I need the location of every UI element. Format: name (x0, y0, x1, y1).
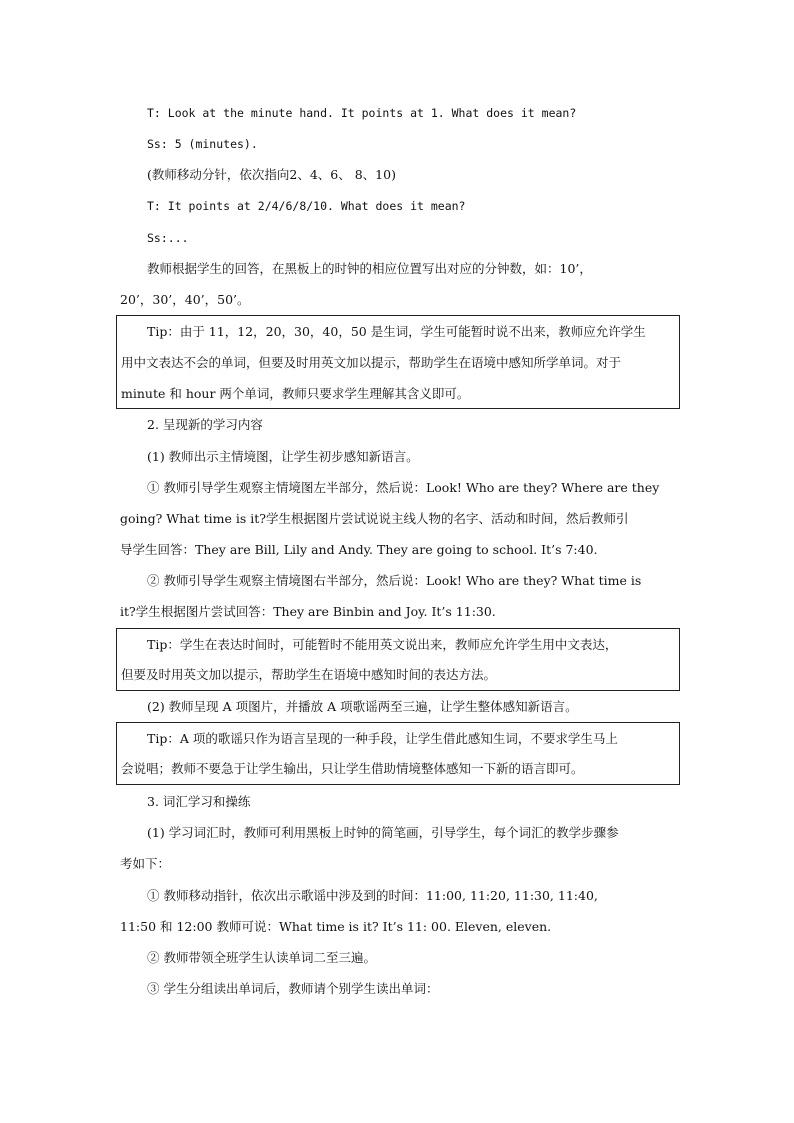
paragraph-line: going? What time is it?学生根据图片尝试说说主线人物的名字、活动和时间，然后教师引 (120, 511, 629, 526)
paragraph-line: ① 教师移动指针，依次出示歌谣中涉及到的时间：11:00, 11:20, 11:30, 11:40, (147, 888, 598, 903)
paragraph-line: ② 教师引导学生观察主情境图右半部分，然后说：Look! Who are they? What time is (147, 573, 642, 588)
paragraph-line: 11:50 和 12:00 教师可说：What time is it? It’s 11: 00. Eleven, eleven. (120, 919, 552, 934)
paragraph-line: it?学生根据图片尝试回答：They are Binbin and Joy. It’s 11:30. (120, 604, 496, 619)
dialogue-line: T: Look at the minute hand. It points at 1. What does it mean? (147, 106, 577, 120)
dialogue-line: Ss:... (147, 231, 189, 245)
paragraph-line: (1) 教师出示主情境图，让学生初步感知新语言。 (147, 449, 419, 464)
tip-line: Tip：A 项的歌谣只作为语言呈现的一种手段，让学生借此感知生词，不要求学生马上 (147, 731, 618, 746)
dialogue-line: Ss: 5 (minutes). (147, 137, 258, 151)
tip-box (116, 628, 680, 691)
paragraph-line: 考如下： (120, 856, 171, 871)
paragraph-line: (2) 教师呈现 A 项图片，并播放 A 项歌谣两至三遍，让学生整体感知新语言。 (147, 699, 578, 714)
paragraph-line: 导学生回答：They are Bill, Lily and Andy. They are going to school. It’s 7:40. (120, 542, 598, 557)
section-heading: 3. 词汇学习和操练 (147, 794, 251, 809)
dialogue-line: T: It points at 2/4/6/8/10. What does it mean? (147, 199, 466, 213)
tip-line: minute 和 hour 两个单词，教师只要求学生理解其含义即可。 (121, 386, 470, 401)
tip-line: 用中文表达不会的单词，但要及时用英文加以提示，帮助学生在语境中感知所学单词。对于 (121, 355, 622, 370)
instruction-line: (教师移动分针，依次指向2、4、6、 8、10) (147, 167, 396, 182)
paragraph-line: ① 教师引导学生观察主情境图左半部分，然后说：Look! Who are they? Where are they (147, 480, 660, 495)
paragraph-line: 20’，30’，40’，50’。 (120, 292, 250, 307)
tip-box (116, 722, 680, 785)
tip-line: Tip：由于 11，12，20，30，40，50 是生词，学生可能暂时说不出来，教师应允许学生 (147, 324, 646, 339)
paragraph-line: 教师根据学生的回答，在黑板上的时钟的相应位置写出对应的分钟数，如：10’， (147, 261, 592, 276)
paragraph-line: ② 教师带领全班学生认读单词二至三遍。 (147, 950, 376, 965)
tip-line: Tip：学生在表达时间时，可能暂时不能用英文说出来，教师应允许学生用中文表达， (147, 637, 618, 652)
tip-line: 会说唱；教师不要急于让学生输出，只让学生借助情境整体感知一下新的语言即可。 (121, 761, 584, 776)
paragraph-line: (1) 学习词汇时，教师可利用黑板上时钟的简笔画，引导学生，每个词汇的教学步骤参 (147, 825, 619, 840)
tip-box (116, 315, 680, 409)
paragraph-line: ③ 学生分组读出单词后，教师请个别学生读出单词： (147, 981, 439, 996)
section-heading: 2. 呈现新的学习内容 (147, 417, 263, 432)
tip-line: 但要及时用英文加以提示，帮助学生在语境中感知时间的表达方法。 (121, 667, 497, 682)
